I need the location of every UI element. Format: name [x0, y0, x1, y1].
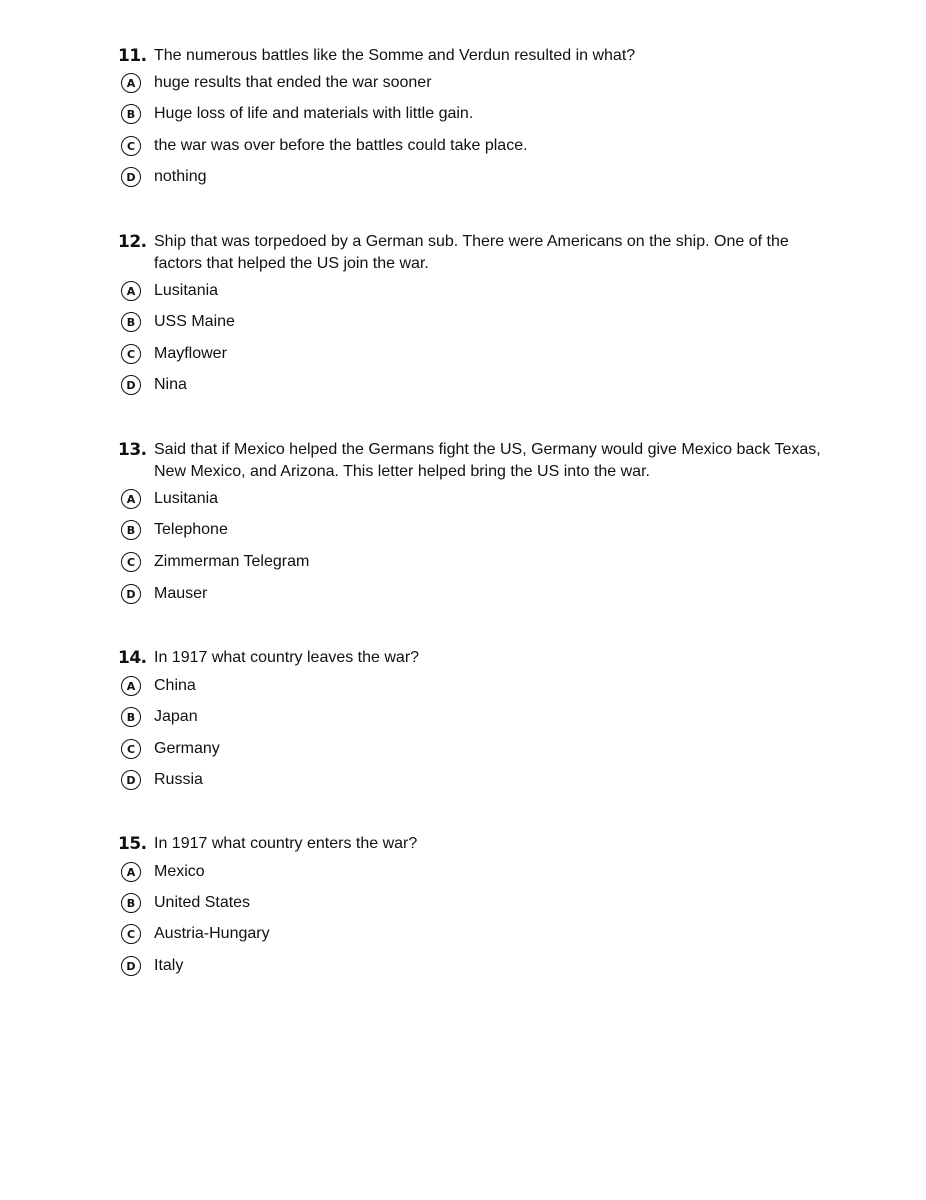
answer-bubble[interactable]: A — [121, 281, 141, 301]
question-text: In 1917 what country enters the war? — [154, 835, 418, 852]
option-text: nothing — [154, 168, 207, 185]
question-number: 14. — [118, 648, 147, 668]
option-text: Germany — [154, 740, 220, 757]
option-text: Italy — [154, 957, 184, 974]
question-number: 13. — [118, 440, 147, 460]
option-d[interactable] — [121, 373, 821, 397]
option-c[interactable] — [121, 550, 821, 574]
option-text: United States — [154, 894, 251, 911]
option-text: Zimmerman Telegram — [154, 553, 310, 570]
option-d[interactable] — [121, 582, 821, 606]
option-text: huge results that ended the war sooner — [154, 74, 432, 91]
answer-bubble[interactable]: D — [121, 956, 141, 976]
option-a[interactable] — [121, 487, 821, 511]
answer-bubble[interactable]: A — [121, 862, 141, 882]
answer-bubble[interactable]: C — [121, 739, 141, 759]
answer-bubble[interactable]: B — [121, 520, 141, 540]
option-text: Huge loss of life and materials with little gain. — [154, 105, 474, 122]
option-text: Nina — [154, 376, 187, 393]
option-b[interactable] — [121, 310, 821, 334]
question-text: Said that if Mexico helped the Germans fight the US, Germany would give Mexico back Texas, New Mexico, and Arizona. This letter helped bring the US into the war. — [154, 441, 821, 480]
option-text: Russia — [154, 771, 203, 788]
answer-bubble[interactable]: B — [121, 104, 141, 124]
answer-bubble[interactable]: A — [121, 676, 141, 696]
option-c[interactable] — [121, 134, 821, 158]
option-d[interactable] — [121, 954, 821, 978]
answer-bubble[interactable]: C — [121, 136, 141, 156]
option-b[interactable] — [121, 102, 821, 126]
option-text: the war was over before the battles could take place. — [154, 137, 528, 154]
option-text: Telephone — [154, 521, 228, 538]
option-c[interactable] — [121, 737, 821, 761]
answer-bubble[interactable]: C — [121, 344, 141, 364]
question-number: 11. — [118, 46, 147, 66]
option-text: Mexico — [154, 863, 205, 880]
option-b[interactable] — [121, 518, 821, 542]
question-number: 12. — [118, 232, 147, 252]
option-a[interactable] — [121, 71, 821, 95]
question-number: 15. — [118, 834, 147, 854]
option-a[interactable] — [121, 860, 821, 884]
answer-bubble[interactable]: A — [121, 489, 141, 509]
option-a[interactable] — [121, 674, 821, 698]
option-a[interactable] — [121, 279, 821, 303]
answer-bubble[interactable]: C — [121, 552, 141, 572]
option-text: Mauser — [154, 585, 208, 602]
question-text: The numerous battles like the Somme and Verdun resulted in what? — [154, 47, 636, 64]
question-text: In 1917 what country leaves the war? — [154, 649, 420, 666]
option-text: Mayflower — [154, 345, 227, 362]
option-text: USS Maine — [154, 313, 235, 330]
answer-bubble[interactable]: D — [121, 584, 141, 604]
answer-bubble[interactable]: A — [121, 73, 141, 93]
option-text: Lusitania — [154, 282, 219, 299]
answer-bubble[interactable]: B — [121, 312, 141, 332]
question-text: Ship that was torpedoed by a German sub. There were Americans on the ship. One of the factors that helped the US join the war. — [154, 233, 789, 272]
option-d[interactable] — [121, 165, 821, 189]
option-b[interactable] — [121, 891, 821, 915]
answer-bubble[interactable]: B — [121, 893, 141, 913]
option-text: Japan — [154, 708, 198, 725]
option-c[interactable] — [121, 922, 821, 946]
answer-bubble[interactable]: C — [121, 924, 141, 944]
option-c[interactable] — [121, 342, 821, 366]
option-text: Austria-Hungary — [154, 925, 270, 942]
option-d[interactable] — [121, 768, 821, 792]
option-b[interactable] — [121, 705, 821, 729]
answer-bubble[interactable]: B — [121, 707, 141, 727]
option-text: Lusitania — [154, 490, 219, 507]
option-text: China — [154, 677, 196, 694]
answer-bubble[interactable]: D — [121, 770, 141, 790]
answer-bubble[interactable]: D — [121, 375, 141, 395]
answer-bubble[interactable]: D — [121, 167, 141, 187]
